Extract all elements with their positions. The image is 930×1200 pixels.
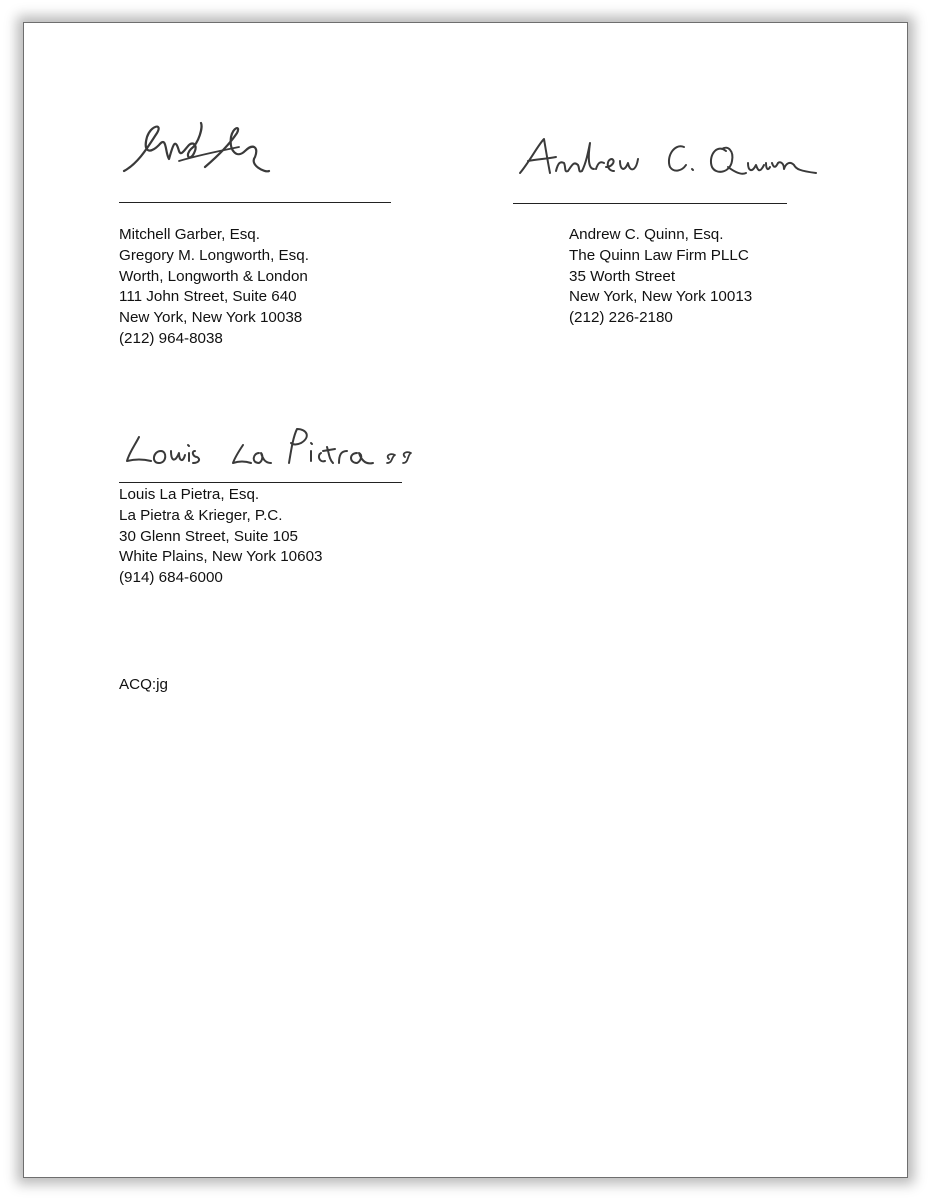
signatory-line: 111 John Street, Suite 640	[119, 288, 297, 306]
signatory-line: (212) 964-8038	[119, 329, 223, 347]
signatory-line: Mitchell Garber, Esq.	[119, 226, 260, 243]
signatory-line: The Quinn Law Firm PLLC	[569, 246, 749, 264]
signatory-line: La Pietra & Krieger, P.C.	[119, 506, 283, 524]
signature-louis-la-pietra	[121, 423, 491, 473]
signatory-line: New York, New York 10013	[569, 288, 753, 306]
signature-mitchell-garber	[119, 115, 279, 185]
signatory-line: 30 Glenn Street, Suite 105	[119, 527, 298, 545]
signature-line-3	[119, 482, 402, 484]
signatory-line: (914) 684-6000	[119, 569, 223, 587]
signatory-line: White Plains, New York 10603	[119, 548, 323, 566]
signatory-line: Louis La Pietra, Esq.	[119, 486, 260, 503]
signature-andrew-quinn	[516, 133, 836, 188]
document-page	[23, 22, 908, 1178]
signatory-line: New York, New York 10038	[119, 309, 303, 327]
signatory-block-garber	[119, 225, 309, 350]
signature-line-1	[119, 202, 391, 204]
signatory-line: 35 Worth Street	[569, 267, 676, 285]
signatory-line: Gregory M. Longworth, Esq.	[119, 246, 309, 264]
reference-initials: ACQ:jg	[119, 676, 168, 693]
signatory-line: (212) 226-2180	[569, 309, 673, 327]
signature-line-2	[513, 203, 787, 205]
signatory-block-quinn	[569, 225, 752, 329]
signatory-line: Andrew C. Quinn, Esq.	[569, 226, 724, 243]
signatory-block-la-pietra	[119, 485, 322, 589]
signatory-line: Worth, Longworth & London	[119, 267, 308, 285]
